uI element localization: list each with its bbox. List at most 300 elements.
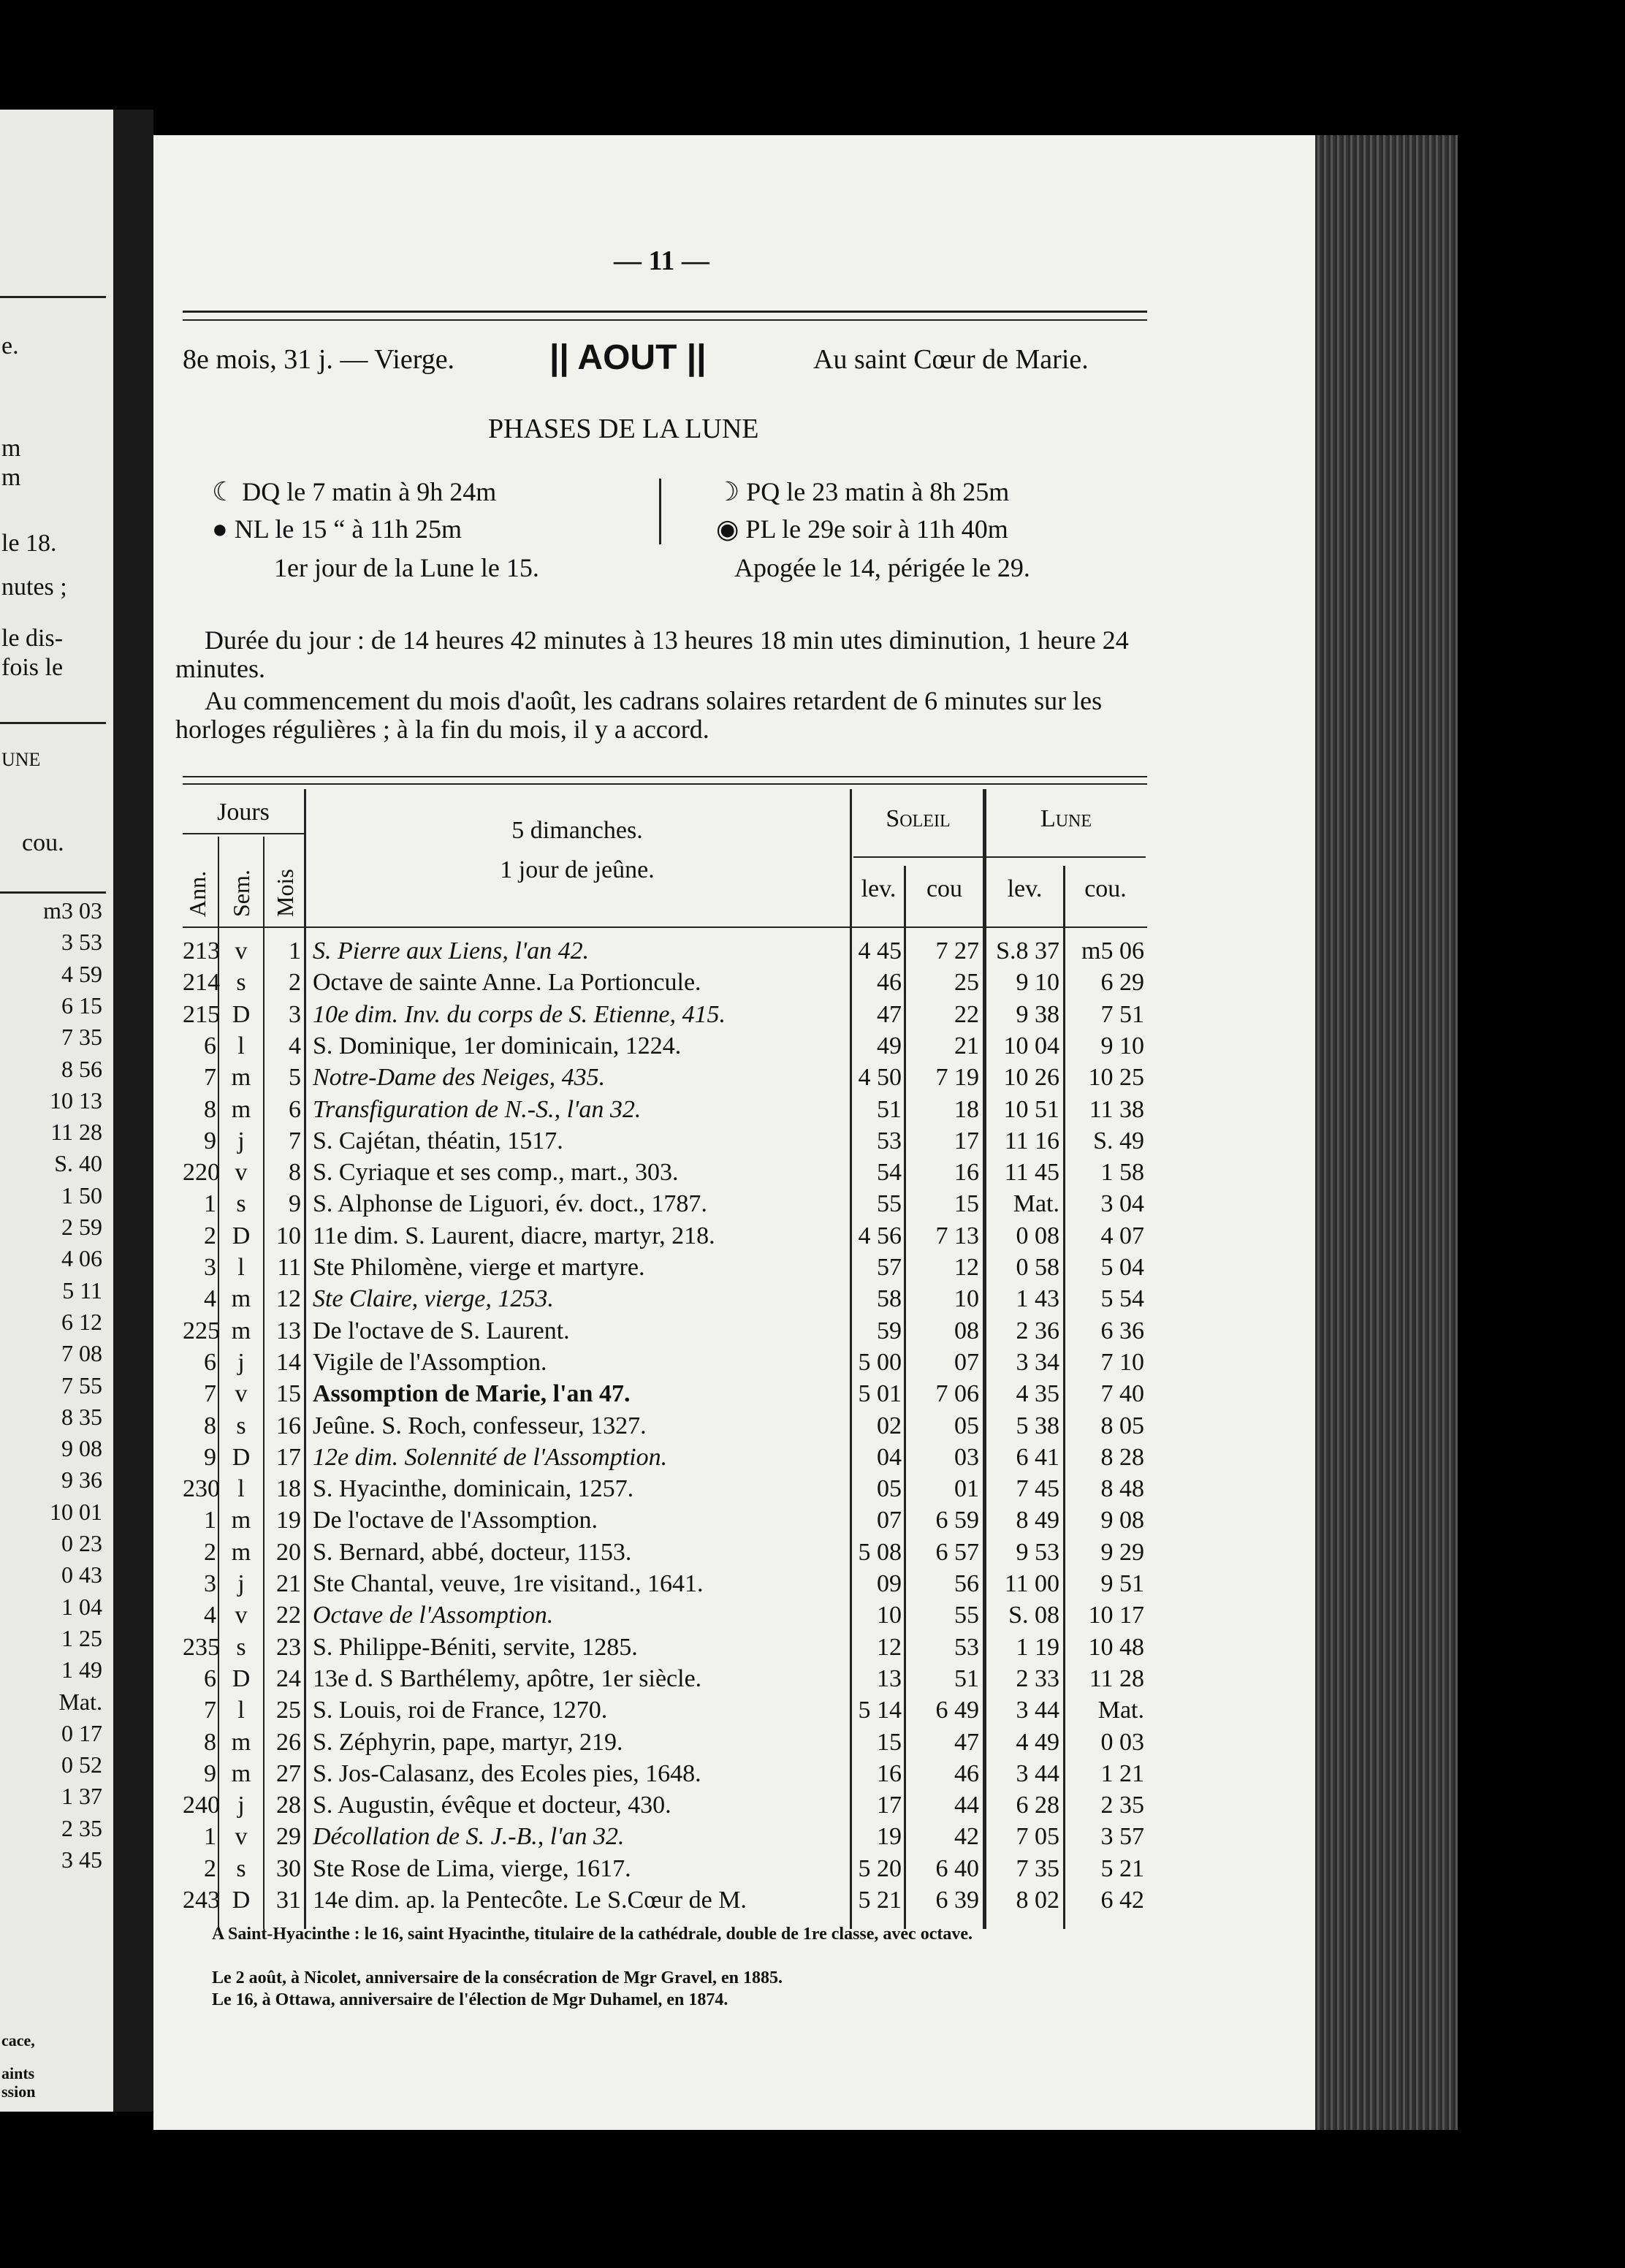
moonrise: 0 08 bbox=[1016, 1222, 1059, 1249]
saint-of-day: S. Jos-Calasanz, des Ecoles pies, 1648. bbox=[313, 1759, 701, 1787]
saint-of-day: S. Bernard, abbé, docteur, 1153. bbox=[313, 1538, 632, 1566]
day-of-year: 9 bbox=[204, 1443, 216, 1471]
sunset: 44 bbox=[954, 1792, 979, 1819]
sunset: 53 bbox=[954, 1633, 979, 1661]
day-of-month: 21 bbox=[276, 1570, 301, 1597]
moonset: 5 21 bbox=[1100, 1854, 1144, 1882]
saint-of-day: 11e dim. S. Laurent, diacre, martyr, 218. bbox=[313, 1222, 715, 1249]
day-of-month: 8 bbox=[289, 1159, 301, 1187]
sunset: 7 13 bbox=[935, 1222, 979, 1249]
day-of-year: 9 bbox=[204, 1127, 216, 1154]
moonrise: Mat. bbox=[1013, 1190, 1059, 1218]
phase-full-moon: ◉ PL le 29e soir à 11h 40m bbox=[716, 514, 1008, 544]
saint-of-day: Octave de l'Assomption. bbox=[313, 1602, 554, 1629]
sunset: 12 bbox=[954, 1254, 979, 1281]
day-of-month: 27 bbox=[276, 1759, 301, 1787]
last-quarter-icon: ☾ bbox=[212, 477, 243, 506]
day-of-year: 6 bbox=[204, 1032, 216, 1059]
day-of-year: 7 bbox=[204, 1064, 216, 1092]
soleil-cou-header: cou bbox=[926, 875, 963, 902]
saint-of-day: Ste Rose de Lima, vierge, 1617. bbox=[313, 1854, 631, 1882]
sunset: 47 bbox=[954, 1728, 979, 1756]
day-of-month: 25 bbox=[276, 1697, 301, 1724]
lune-lev-header: lev. bbox=[1007, 875, 1043, 902]
sunset: 16 bbox=[954, 1159, 979, 1187]
prev-moon-value: 9 08 bbox=[61, 1435, 102, 1462]
sunrise: 54 bbox=[877, 1159, 902, 1187]
sunrise: 05 bbox=[877, 1475, 902, 1503]
mois-header: Mois bbox=[272, 869, 298, 917]
day-of-month: 20 bbox=[276, 1538, 301, 1566]
moonset: 9 51 bbox=[1100, 1570, 1144, 1597]
saint-of-day: Ste Claire, vierge, 1253. bbox=[313, 1285, 554, 1313]
first-day-of-moon: 1er jour de la Lune le 15. bbox=[274, 553, 539, 582]
sunset: 56 bbox=[954, 1570, 979, 1597]
weekday: v bbox=[235, 1823, 248, 1851]
moonset: 1 21 bbox=[1100, 1759, 1144, 1787]
day-of-year: 7 bbox=[204, 1380, 216, 1408]
month-title: || AOUT || bbox=[549, 338, 707, 377]
table-col-divider bbox=[850, 789, 852, 1929]
saint-of-day: S. Cyriaque et ses comp., mart., 303. bbox=[313, 1159, 679, 1187]
day-of-month: 14 bbox=[276, 1348, 301, 1376]
weekday: j bbox=[237, 1127, 245, 1154]
sunrise: 5 20 bbox=[858, 1854, 902, 1882]
saint-of-day: Assomption de Marie, l'an 47. bbox=[313, 1380, 631, 1408]
weekday: D bbox=[232, 1664, 251, 1692]
sunset: 25 bbox=[954, 969, 979, 997]
weekday: s bbox=[236, 1190, 246, 1218]
moonset: 3 57 bbox=[1100, 1823, 1144, 1851]
saint-of-day: S. Hyacinthe, dominicain, 1257. bbox=[313, 1475, 634, 1503]
day-of-year: 213 bbox=[183, 937, 220, 964]
prev-moon-value: 1 25 bbox=[61, 1624, 102, 1651]
moonrise: S. 08 bbox=[1008, 1602, 1059, 1629]
prev-fragment: m bbox=[1, 435, 21, 462]
moonset: 8 05 bbox=[1100, 1412, 1144, 1439]
saint-of-day: Octave de sainte Anne. La Portioncule. bbox=[313, 969, 701, 997]
saint-of-day: Décollation de S. J.-B., l'an 32. bbox=[313, 1823, 625, 1851]
prev-moon-value: 3 53 bbox=[61, 929, 102, 956]
day-of-month: 6 bbox=[289, 1095, 301, 1123]
day-length-paragraph: Durée du jour : de 14 heures 42 minutes à 13 heures 18 min utes diminution, 1 heure 24 minutes. bbox=[175, 625, 1129, 683]
day-of-month: 7 bbox=[289, 1127, 301, 1154]
moonset: 8 28 bbox=[1100, 1443, 1144, 1471]
sunrise: 55 bbox=[877, 1190, 902, 1218]
page-number: — 11 — bbox=[614, 246, 709, 276]
sundays-count: 5 dimanches. bbox=[511, 817, 643, 844]
day-of-year: 225 bbox=[183, 1317, 220, 1344]
saint-of-day: S. Louis, roi de France, 1270. bbox=[313, 1697, 608, 1724]
weekday: D bbox=[232, 1443, 251, 1471]
weekday: s bbox=[236, 1633, 246, 1661]
moonrise: 4 35 bbox=[1016, 1380, 1059, 1408]
day-of-month: 17 bbox=[276, 1443, 301, 1471]
moonrise: S.8 37 bbox=[996, 937, 1059, 964]
day-of-month: 3 bbox=[289, 1000, 301, 1028]
moonset: 6 36 bbox=[1100, 1317, 1144, 1344]
day-of-year: 235 bbox=[183, 1633, 220, 1661]
month-name: AOUT bbox=[577, 338, 677, 377]
day-of-month: 26 bbox=[276, 1728, 301, 1756]
day-of-year: 215 bbox=[183, 1000, 220, 1028]
prev-moon-value: m3 03 bbox=[43, 897, 102, 924]
weekday: j bbox=[237, 1570, 245, 1597]
prev-moon-value: 4 06 bbox=[61, 1245, 102, 1272]
day-of-year: 1 bbox=[204, 1190, 216, 1218]
new-moon-icon: ● bbox=[212, 514, 235, 544]
prev-table-header: UNE bbox=[1, 749, 41, 770]
weekday: D bbox=[232, 1000, 251, 1028]
prev-moon-value: 2 35 bbox=[61, 1814, 102, 1841]
day-of-month: 30 bbox=[276, 1854, 301, 1882]
sunrise: 07 bbox=[877, 1507, 902, 1534]
weekday: m bbox=[231, 1538, 251, 1566]
sundial-paragraph: Au commencement du mois d'août, les cadrans solaires retardent de 6 minutes sur les horloges régulières ; à la fin du mois, il y a accord. bbox=[175, 686, 1103, 744]
moonset: 11 38 bbox=[1089, 1095, 1144, 1123]
lune-header: Lune bbox=[1040, 805, 1092, 832]
prev-moon-value: 9 36 bbox=[61, 1466, 102, 1493]
sunrise: 4 50 bbox=[858, 1064, 902, 1092]
moonset: 7 40 bbox=[1100, 1380, 1144, 1408]
prev-moon-value: 7 35 bbox=[61, 1024, 102, 1051]
footnote: A Saint-Hyacinthe : le 16, saint Hyacinthe, titulaire de la cathédrale, double de 1re classe, avec octave. bbox=[212, 1925, 973, 1944]
day-of-year: 230 bbox=[183, 1475, 220, 1503]
weekday: v bbox=[235, 937, 248, 964]
moonrise: 9 38 bbox=[1016, 1000, 1059, 1028]
saint-of-day: 10e dim. Inv. du corps de S. Etienne, 415. bbox=[313, 1000, 726, 1028]
saint-of-day: Jeûne. S. Roch, confesseur, 1327. bbox=[313, 1412, 647, 1439]
table-col-divider bbox=[304, 789, 306, 1929]
sunrise: 46 bbox=[877, 969, 902, 997]
prev-moon-value: 7 55 bbox=[61, 1371, 102, 1399]
prev-moon-value: 11 28 bbox=[50, 1119, 102, 1146]
page-edges bbox=[1315, 135, 1458, 2130]
prev-moon-value: 1 37 bbox=[61, 1783, 102, 1810]
moonset: 6 29 bbox=[1100, 969, 1144, 997]
day-of-month: 19 bbox=[276, 1507, 301, 1534]
soleil-lev-header: lev. bbox=[861, 875, 897, 902]
sunrise: 15 bbox=[877, 1728, 902, 1756]
weekday: m bbox=[231, 1759, 251, 1787]
day-of-month: 24 bbox=[276, 1664, 301, 1692]
moonset: 10 48 bbox=[1088, 1633, 1144, 1661]
saint-of-day: Transfiguration de N.-S., l'an 32. bbox=[313, 1095, 642, 1123]
prev-moon-value: 10 13 bbox=[50, 1087, 102, 1114]
day-of-month: 15 bbox=[276, 1380, 301, 1408]
moonrise: 7 45 bbox=[1016, 1475, 1059, 1503]
sunrise: 58 bbox=[877, 1285, 902, 1313]
moonset: 11 28 bbox=[1089, 1664, 1144, 1692]
sunset: 08 bbox=[954, 1317, 979, 1344]
sunrise: 02 bbox=[877, 1412, 902, 1439]
weekday: s bbox=[236, 969, 246, 997]
previous-page-fragment bbox=[0, 110, 113, 2112]
day-of-year: 243 bbox=[183, 1887, 220, 1914]
prev-moon-value: 3 45 bbox=[61, 1846, 102, 1873]
prev-moon-value: 1 04 bbox=[61, 1593, 102, 1620]
sunrise: 16 bbox=[877, 1759, 902, 1787]
saint-of-day: S. Zéphyrin, pape, martyr, 219. bbox=[313, 1728, 623, 1756]
weekday: s bbox=[236, 1412, 246, 1439]
moonset: 8 48 bbox=[1100, 1475, 1144, 1503]
table-top-rule bbox=[183, 783, 1147, 785]
day-of-year: 8 bbox=[204, 1412, 216, 1439]
sunset: 03 bbox=[954, 1443, 979, 1471]
saint-of-day: De l'octave de S. Laurent. bbox=[313, 1317, 570, 1344]
day-of-year: 3 bbox=[204, 1254, 216, 1281]
day-of-month: 28 bbox=[276, 1792, 301, 1819]
first-quarter-icon: ☽ bbox=[716, 477, 747, 506]
prev-moon-value: 0 52 bbox=[61, 1751, 102, 1778]
prev-fragment: le dis- bbox=[1, 625, 64, 652]
weekday: j bbox=[237, 1792, 245, 1819]
prev-fragment: m bbox=[1, 464, 21, 491]
book-spine bbox=[113, 110, 153, 2112]
prev-page-rule bbox=[0, 722, 106, 724]
header-top-rule bbox=[183, 311, 1147, 313]
day-of-year: 6 bbox=[204, 1664, 216, 1692]
day-of-month: 10 bbox=[276, 1222, 301, 1249]
weekday: m bbox=[231, 1285, 251, 1313]
prev-moon-value: 7 08 bbox=[61, 1340, 102, 1367]
day-of-month: 12 bbox=[276, 1285, 301, 1313]
jours-header: Jours bbox=[217, 799, 270, 826]
weekday: m bbox=[231, 1507, 251, 1534]
prev-moon-value: 4 59 bbox=[61, 960, 102, 987]
moonset: 5 04 bbox=[1100, 1254, 1144, 1281]
day-of-month: 9 bbox=[289, 1190, 301, 1218]
footnote: Le 2 août, à Nicolet, anniversaire de la consécration de Mgr Gravel, en 1885. bbox=[212, 1968, 783, 1987]
prev-moon-value: 6 15 bbox=[61, 992, 102, 1019]
day-of-month: 11 bbox=[277, 1254, 301, 1281]
saint-of-day: Ste Philomène, vierge et martyre. bbox=[313, 1254, 645, 1281]
moonset: 6 42 bbox=[1100, 1887, 1144, 1914]
sunrise: 09 bbox=[877, 1570, 902, 1597]
sunrise: 19 bbox=[877, 1823, 902, 1851]
moonset: 7 51 bbox=[1100, 1000, 1144, 1028]
moonrise: 11 16 bbox=[1004, 1127, 1059, 1154]
moonset: 3 04 bbox=[1100, 1190, 1144, 1218]
prev-moon-value: 1 50 bbox=[61, 1181, 102, 1209]
table-header-rule bbox=[183, 926, 1147, 928]
day-of-month: 13 bbox=[276, 1317, 301, 1344]
sunrise: 59 bbox=[877, 1317, 902, 1344]
lune-cou-header: cou. bbox=[1084, 875, 1127, 902]
prev-moon-value: 10 01 bbox=[50, 1498, 102, 1525]
month-info: 8e mois, 31 j. — Vierge. bbox=[183, 344, 455, 375]
sunset: 6 49 bbox=[935, 1697, 979, 1724]
month-dedication: Au saint Cœur de Marie. bbox=[813, 344, 1089, 375]
header-top-rule bbox=[183, 319, 1147, 321]
moonrise: 10 51 bbox=[1003, 1095, 1059, 1123]
sunset: 6 59 bbox=[935, 1507, 979, 1534]
prev-moon-value: 8 56 bbox=[61, 1055, 102, 1082]
moonset: 9 29 bbox=[1100, 1538, 1144, 1566]
day-of-month: 22 bbox=[276, 1602, 301, 1629]
day-of-month: 4 bbox=[289, 1032, 301, 1059]
day-of-year: 2 bbox=[204, 1538, 216, 1566]
saint-of-day: S. Philippe-Béniti, servite, 1285. bbox=[313, 1633, 638, 1661]
table-header-rule bbox=[853, 856, 1146, 858]
sunset: 7 19 bbox=[935, 1064, 979, 1092]
sunset: 55 bbox=[954, 1602, 979, 1629]
sunset: 10 bbox=[954, 1285, 979, 1313]
moonset: 4 07 bbox=[1100, 1222, 1144, 1249]
moonset: Mat. bbox=[1097, 1697, 1144, 1724]
sunrise: 57 bbox=[877, 1254, 902, 1281]
weekday: l bbox=[237, 1254, 245, 1281]
day-of-year: 3 bbox=[204, 1570, 216, 1597]
saint-of-day: 14e dim. ap. la Pentecôte. Le S.Cœur de M. bbox=[313, 1887, 747, 1914]
soleil-header: Soleil bbox=[886, 805, 951, 832]
day-of-month: 5 bbox=[289, 1064, 301, 1092]
moonset: 1 58 bbox=[1100, 1159, 1144, 1187]
day-of-month: 31 bbox=[276, 1887, 301, 1914]
sunrise: 17 bbox=[877, 1792, 902, 1819]
moonrise: 9 10 bbox=[1016, 969, 1059, 997]
weekday: v bbox=[235, 1380, 248, 1408]
sunrise: 51 bbox=[877, 1095, 902, 1123]
sunrise: 5 08 bbox=[858, 1538, 902, 1566]
sunset: 18 bbox=[954, 1095, 979, 1123]
saint-of-day: S. Cajétan, théatin, 1517. bbox=[313, 1127, 563, 1154]
moonrise: 0 58 bbox=[1016, 1254, 1059, 1281]
phases-divider bbox=[659, 479, 661, 544]
phase-new-moon: ● NL le 15 “ à 11h 25m bbox=[212, 514, 463, 544]
table-top-rule bbox=[183, 776, 1147, 777]
prev-moon-value: 0 23 bbox=[61, 1530, 102, 1556]
sunset: 6 57 bbox=[935, 1538, 979, 1566]
sunrise: 5 00 bbox=[858, 1348, 902, 1376]
weekday: l bbox=[237, 1697, 245, 1724]
sunset: 05 bbox=[954, 1412, 979, 1439]
saint-of-day: Vigile de l'Assomption. bbox=[313, 1348, 547, 1376]
prev-moon-value: 0 43 bbox=[61, 1561, 102, 1588]
saint-of-day: S. Dominique, 1er dominicain, 1224. bbox=[313, 1032, 682, 1059]
weekday: m bbox=[231, 1728, 251, 1756]
prev-fragment: fois le bbox=[1, 654, 64, 681]
moonset: 5 54 bbox=[1100, 1285, 1144, 1313]
sunrise: 49 bbox=[877, 1032, 902, 1059]
day-of-year: 4 bbox=[204, 1285, 216, 1313]
moonrise: 1 19 bbox=[1016, 1633, 1059, 1661]
prev-fragment: cace, bbox=[1, 2031, 35, 2050]
sem-header: Sem. bbox=[228, 869, 254, 917]
sunset: 07 bbox=[954, 1348, 979, 1376]
moonrise: 9 53 bbox=[1016, 1538, 1059, 1566]
prev-fragment: e. bbox=[1, 332, 19, 359]
day-of-year: 240 bbox=[183, 1792, 220, 1819]
sunset: 7 06 bbox=[935, 1380, 979, 1408]
moonset: m5 06 bbox=[1081, 937, 1144, 964]
weekday: l bbox=[237, 1475, 245, 1503]
prev-moon-value: 6 12 bbox=[61, 1308, 102, 1335]
moonset: 10 25 bbox=[1088, 1064, 1144, 1092]
day-of-year: 1 bbox=[204, 1823, 216, 1851]
prev-fragment: nutes ; bbox=[1, 574, 67, 601]
moonrise: 6 41 bbox=[1016, 1443, 1059, 1471]
moonrise: 1 43 bbox=[1016, 1285, 1059, 1313]
sunset: 15 bbox=[954, 1190, 979, 1218]
saint-of-day: S. Pierre aux Liens, l'an 42. bbox=[313, 937, 590, 964]
day-of-month: 1 bbox=[289, 937, 301, 964]
moonset: S. 49 bbox=[1093, 1127, 1144, 1154]
prev-moon-value: 2 59 bbox=[61, 1214, 102, 1240]
moonset: 9 10 bbox=[1100, 1032, 1144, 1059]
day-of-year: 6 bbox=[204, 1348, 216, 1376]
moonrise: 8 02 bbox=[1016, 1887, 1059, 1914]
day-of-year: 4 bbox=[204, 1602, 216, 1629]
saint-of-day: 13e d. S Barthélemy, apôtre, 1er siècle. bbox=[313, 1664, 702, 1692]
sunrise: 5 14 bbox=[858, 1697, 902, 1724]
day-of-year: 8 bbox=[204, 1728, 216, 1756]
sunrise: 53 bbox=[877, 1127, 902, 1154]
sunrise: 5 01 bbox=[858, 1380, 902, 1408]
day-of-month: 18 bbox=[276, 1475, 301, 1503]
day-of-year: 7 bbox=[204, 1697, 216, 1724]
ann-header: Ann. bbox=[184, 870, 210, 917]
table-header-rule bbox=[183, 833, 304, 834]
prev-fragment: ssion bbox=[1, 2082, 36, 2101]
weekday: m bbox=[231, 1064, 251, 1092]
sunset: 6 39 bbox=[935, 1887, 979, 1914]
sunrise: 4 45 bbox=[858, 937, 902, 964]
moonrise: 11 45 bbox=[1004, 1159, 1059, 1187]
sunset: 21 bbox=[954, 1032, 979, 1059]
moonrise: 2 33 bbox=[1016, 1664, 1059, 1692]
day-of-month: 16 bbox=[276, 1412, 301, 1439]
moonset: 7 10 bbox=[1100, 1348, 1144, 1376]
prev-moon-value: Mat. bbox=[58, 1688, 102, 1715]
prev-moon-value: 5 11 bbox=[62, 1276, 102, 1304]
saint-of-day: De l'octave de l'Assomption. bbox=[313, 1507, 598, 1534]
sunset: 46 bbox=[954, 1759, 979, 1787]
prev-moon-value: 1 49 bbox=[61, 1656, 102, 1683]
sunrise: 13 bbox=[877, 1664, 902, 1692]
saint-of-day: S. Alphonse de Liguori, év. doct., 1787. bbox=[313, 1190, 707, 1218]
apogee-perigee: Apogée le 14, périgée le 29. bbox=[734, 553, 1030, 582]
moonrise: 10 26 bbox=[1003, 1064, 1059, 1092]
saint-of-day: S. Augustin, évêque et docteur, 430. bbox=[313, 1792, 671, 1819]
moonrise: 5 38 bbox=[1016, 1412, 1059, 1439]
day-of-year: 2 bbox=[204, 1222, 216, 1249]
sunset: 22 bbox=[954, 1000, 979, 1028]
day-of-month: 23 bbox=[276, 1633, 301, 1661]
prev-moon-value: 8 35 bbox=[61, 1403, 102, 1430]
weekday: l bbox=[237, 1032, 245, 1059]
moonrise: 10 04 bbox=[1003, 1032, 1059, 1059]
moonrise: 3 44 bbox=[1016, 1759, 1059, 1787]
moonrise: 7 35 bbox=[1016, 1854, 1059, 1882]
day-of-year: 214 bbox=[183, 969, 220, 997]
moonrise: 11 00 bbox=[1004, 1570, 1059, 1597]
sunrise: 47 bbox=[877, 1000, 902, 1028]
weekday: j bbox=[237, 1348, 245, 1376]
weekday: D bbox=[232, 1222, 251, 1249]
prev-moon-value: S. 40 bbox=[54, 1150, 102, 1177]
sunset: 51 bbox=[954, 1664, 979, 1692]
moonrise: 3 34 bbox=[1016, 1348, 1059, 1376]
fast-days-count: 1 jour de jeûne. bbox=[500, 856, 655, 883]
weekday: m bbox=[231, 1317, 251, 1344]
moonrise: 3 44 bbox=[1016, 1697, 1059, 1724]
sunrise: 04 bbox=[877, 1443, 902, 1471]
footnote: Le 16, à Ottawa, anniversaire de l'élection de Mgr Duhamel, en 1874. bbox=[212, 1990, 728, 2009]
sunrise: 4 56 bbox=[858, 1222, 902, 1249]
day-of-year: 1 bbox=[204, 1507, 216, 1534]
prev-moon-value: 0 17 bbox=[61, 1719, 102, 1746]
